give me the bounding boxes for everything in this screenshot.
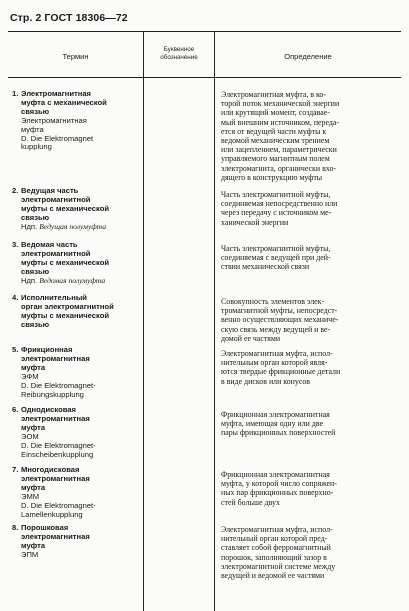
definition-line: Фрикционная электромагнитная [221, 410, 330, 419]
term-name-line: связью [21, 266, 50, 276]
term-german-line: D. Die Elektromagnet- [21, 440, 96, 450]
column-header-definition: Определение [284, 52, 332, 61]
definition-line: Электромагнитная муфта, испол- [221, 349, 333, 358]
term-number: 3. [12, 240, 19, 249]
term-german-line: Lamellenkupplung [21, 509, 83, 519]
term-abbreviation: ЭММ [21, 491, 40, 501]
term-name-line: электромагнитной [21, 194, 91, 204]
term-number: 7. [12, 465, 19, 474]
definition-line: ются твердые фрикционные детали [221, 367, 341, 377]
term-entry-3 [12, 241, 137, 286]
definition-line: нительный орган которой пред- [221, 534, 328, 544]
term-name-line: электромагнитная [21, 353, 90, 363]
definition-line: венно осуществляющих механиче- [221, 315, 339, 325]
term-name-line: Ведущая часть [21, 186, 79, 195]
table-top-rule [8, 31, 401, 32]
term-number: 5. [12, 345, 19, 354]
term-name-line: муфта [21, 540, 46, 550]
definition-line: тромагнитной муфты, непосредст- [221, 306, 338, 316]
definition-line: мый внешним источником, переда- [221, 117, 340, 127]
deprecated-prefix: Ндп. [21, 221, 38, 231]
term-entry-4 [12, 294, 137, 330]
definition-line: дящего в конструкцию муфты [221, 172, 323, 182]
term-name-line: электромагнитная [21, 531, 90, 541]
deprecated-term-line [21, 223, 137, 232]
definition-line: ных пар фрикционных поверхно- [221, 488, 334, 498]
deprecated-term-line [21, 277, 137, 286]
column-divider-1 [143, 31, 144, 611]
definition-line: порошок, заполняющий зазор в [221, 552, 327, 562]
definition-line: торой поток механической энергии [221, 99, 340, 109]
deprecated-prefix: Ндп. [21, 275, 38, 285]
definition-line: пары фрикционных поверхностей [221, 428, 336, 438]
definition-line: ведущей и ведомой ее частями [221, 571, 325, 581]
page-header: Стр. 2 ГОСТ 18306—72 [10, 12, 128, 24]
column-header-term: Термин [62, 52, 89, 61]
definition-line: или зацеплением, параметрически [221, 145, 337, 155]
term-name-line: Однодисковая [21, 405, 76, 414]
term-name-line: Ведомая часть [21, 240, 78, 249]
term-name-line: муфты с механической [21, 203, 110, 213]
term-name-line: Электромагнитная [21, 89, 91, 98]
term-number: 1. [12, 89, 19, 98]
deprecated-term: Ведомая полумуфта [39, 275, 106, 285]
definition-3 [221, 244, 394, 272]
definition-2 [221, 190, 394, 227]
term-name-line: муфта [21, 482, 46, 492]
deprecated-term: Ведущая полумуфта [39, 221, 107, 231]
definition-line: Совокупность элементов элек- [221, 297, 325, 306]
term-name-line: Исполнительный [21, 293, 87, 302]
term-abbreviation: ЭОМ [21, 431, 39, 441]
definition-line: Электромагнитная муфта, в ко- [221, 90, 327, 99]
term-name-line: Фрикционная [21, 345, 73, 354]
term-abbreviation: ЭФМ [21, 371, 39, 381]
term-abbreviation: ЭПМ [21, 549, 39, 559]
term-name-line: муфты с механической [21, 310, 110, 320]
definition-line: соединяемая с ведущей при дей- [221, 253, 331, 263]
term-entry-2 [12, 187, 137, 232]
column-header-label-line: Буквенное [163, 46, 195, 53]
term-number: 8. [12, 523, 19, 532]
definition-line: муфта, у которой число сопряжен- [221, 479, 337, 489]
definition-line: в виде дисков или конусов [221, 376, 311, 386]
definition-line: через передачу с источником ме- [221, 208, 332, 218]
term-entry-1 [12, 90, 137, 152]
term-german-line: D. Die Elektromagnet- [21, 380, 96, 390]
column-divider-2 [214, 31, 215, 611]
term-name-line: электромагнитная [21, 413, 90, 423]
definition-line: электромагнитной системе между [221, 561, 336, 571]
term-synonym-line: муфта [21, 124, 44, 134]
definition-5 [221, 349, 394, 386]
term-number: 6. [12, 405, 19, 414]
definition-line: Электромагнитная муфта, испол- [221, 525, 333, 534]
term-name-line: Порошковая [21, 523, 69, 532]
definition-8 [221, 525, 394, 580]
term-name-line: электромагнитной [21, 248, 91, 258]
term-entry-5 [12, 346, 137, 399]
definition-line: ставляет собой ферромагнитный [221, 543, 331, 553]
definition-line: ханической энергии [221, 217, 289, 227]
term-german-line: D. Die Elektromagnet [21, 133, 94, 143]
term-german-line: Einscheibenkupplung [21, 449, 94, 459]
term-german-line: kupplung [21, 142, 52, 152]
term-name-line: муфта [21, 362, 46, 372]
definition-line: управляемого магнитным полем [221, 154, 330, 164]
term-entry-6 [12, 406, 137, 459]
term-name-line: связью [21, 212, 50, 222]
definition-line: муфта, имеющая одну или две [221, 419, 324, 429]
term-name-line: Многодисковая [21, 465, 80, 474]
table-header-rule [8, 77, 401, 78]
term-entry-7 [12, 466, 137, 519]
term-name-line: муфта [21, 422, 46, 432]
definition-line: или крутящий момент, создавае- [221, 108, 330, 118]
definition-line: ведомой механическим трением [221, 136, 330, 146]
definition-7 [221, 470, 394, 507]
definition-1 [221, 90, 394, 182]
term-name-line: орган электромагнитной [21, 301, 114, 311]
column-header-label-line: обозначение [160, 53, 198, 61]
definition-line: ется от ведущей части муфты к [221, 126, 327, 136]
definition-line: Часть электромагнитной муфты, [221, 244, 331, 253]
definition-line: стей больше двух [221, 497, 280, 507]
column-header-label [144, 46, 214, 61]
term-name-line: муфта с механической [21, 97, 107, 107]
definition-line: скую связь между ведущей и ве- [221, 324, 331, 334]
term-number: 4. [12, 293, 19, 302]
definition-line: нительным орган которой явля- [221, 358, 328, 368]
definition-line: домой ее частями [221, 333, 281, 343]
definition-line: электромагнита, органически вхо- [221, 163, 337, 173]
definition-line: ствии механической связи [221, 262, 310, 272]
term-name-line: электромагнитная [21, 473, 90, 483]
term-german-line: D. Die Elektromagnet- [21, 500, 96, 510]
term-entry-8 [12, 524, 137, 560]
definition-line: Фрикционная электромагнитная [221, 470, 330, 479]
definition-4 [221, 297, 394, 343]
definition-line: Часть электромагнитной муфты, [221, 190, 331, 199]
term-name-line: муфты с механической [21, 257, 110, 267]
term-synonym-line: Электромагнитная [21, 115, 87, 125]
term-number: 2. [12, 186, 19, 195]
definition-6 [221, 410, 394, 438]
term-german-line: Reibungskupplung [21, 389, 84, 399]
term-name-line: связью [21, 319, 50, 329]
definition-line: соединяемая непосредственно или [221, 199, 338, 209]
term-name-line: связью [21, 106, 50, 116]
